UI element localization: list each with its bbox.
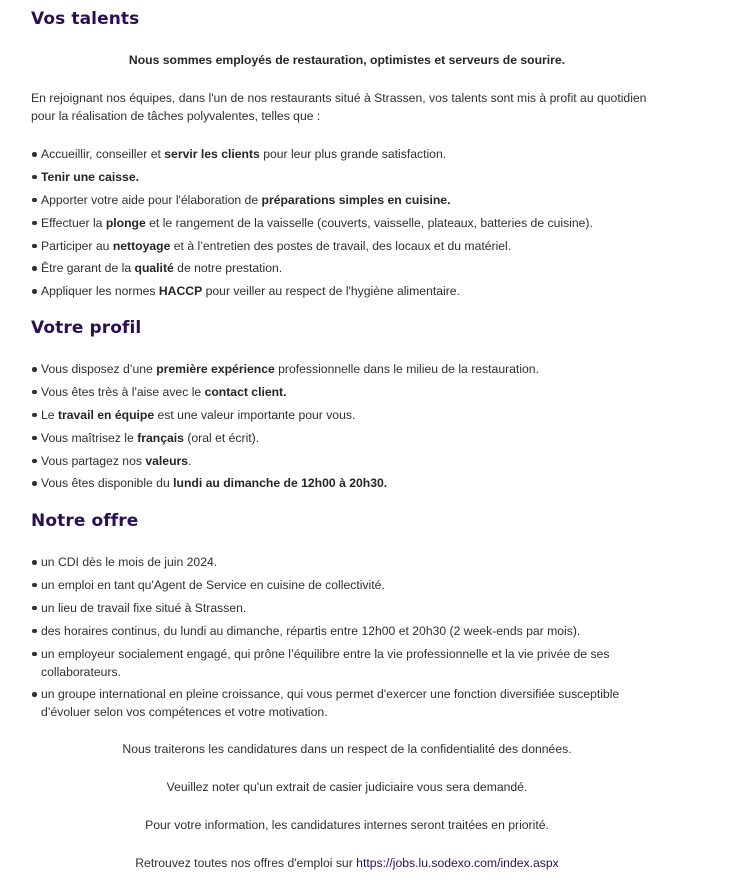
profil-item: Le travail en équipe est une valeur importante pour vous. <box>41 406 681 424</box>
profil-item: Vous maîtrisez le français (oral et écrit). <box>41 429 681 447</box>
heading-notre-offre: Notre offre <box>31 511 139 531</box>
confidentiality-note: Nous traiterons les candidatures dans un respect de la confidentialité des données. <box>122 742 572 756</box>
offre-item: un groupe international en pleine croissance, qui vous permet d'exercer une fonction diversifiée susceptible d’évoluer selon vos compétences et votre motivation. <box>41 685 671 721</box>
offre-item: des horaires continus, du lundi au dimanche, répartis entre 12h00 et 20h30 (2 week-ends par mois). <box>41 622 671 640</box>
profil-item: Vous êtes disponible du lundi au dimanche de 12h00 à 20h30. <box>41 474 681 492</box>
talents-intro: Nous sommes employés de restauration, optimistes et serveurs de sourire. <box>128 53 566 67</box>
profil-item: Vous êtes très à l'aise avec le contact client. <box>41 383 681 401</box>
talents-item: Accueillir, conseiller et servir les clients pour leur plus grande satisfaction. <box>41 145 681 163</box>
talents-item: Apporter votre aide pour l'élaboration de préparations simples en cuisine. <box>41 191 681 209</box>
heading-votre-profil: Votre profil <box>31 318 142 338</box>
offre-item: un CDI dès le mois de juin 2024. <box>41 553 671 571</box>
profil-item: Vous disposez d’une première expérience professionnelle dans le milieu de la restauration. <box>41 360 681 378</box>
profil-item: Vous partagez nos valeurs. <box>41 452 681 470</box>
job-offers-note <box>31 854 663 872</box>
talents-item: Participer au nettoyage et à l’entretien des postes de travail, des locaux et du matériel. <box>41 237 681 255</box>
casier-note: Veuillez noter qu'un extrait de casier judiciaire vous sera demandé. <box>166 780 528 794</box>
offre-list <box>31 553 671 726</box>
talents-item: Effectuer la plonge et le rangement de la vaisselle (couverts, vaisselle, plateaux, batteries de cuisine). <box>41 214 681 232</box>
talents-item: Appliquer les normes HACCP pour veiller au respect de l'hygiène alimentaire. <box>41 282 681 300</box>
sodexo-jobs-link[interactable]: https://jobs.lu.sodexo.com/index.aspx <box>356 856 559 870</box>
profil-list <box>31 360 681 497</box>
offre-item: un lieu de travail fixe situé à Strassen. <box>41 599 671 617</box>
internal-applications-note: Pour votre information, les candidatures internes seront traitées en priorité. <box>145 818 549 832</box>
offre-item: un employeur socialement engagé, qui prône l’équilibre entre la vie professionnelle et la vie privée de ses collaborateurs. <box>41 645 671 681</box>
talents-item: Tenir une caisse. <box>41 168 681 186</box>
talents-list <box>31 145 681 305</box>
heading-vos-talents: Vos talents <box>31 9 140 29</box>
job-offers-prefix: Retrouvez toutes nos offres d'emploi sur <box>135 856 357 870</box>
offre-item: un emploi en tant qu'Agent de Service en cuisine de collectivité. <box>41 576 671 594</box>
talents-item: Être garant de la qualité de notre prestation. <box>41 259 681 277</box>
talents-description: En rejoignant nos équipes, dans l'un de nos restaurants situé à Strassen, vos talents sont mis à profit au quotidien pour la réalisation de tâches polyvalentes, telles que : <box>31 91 647 123</box>
